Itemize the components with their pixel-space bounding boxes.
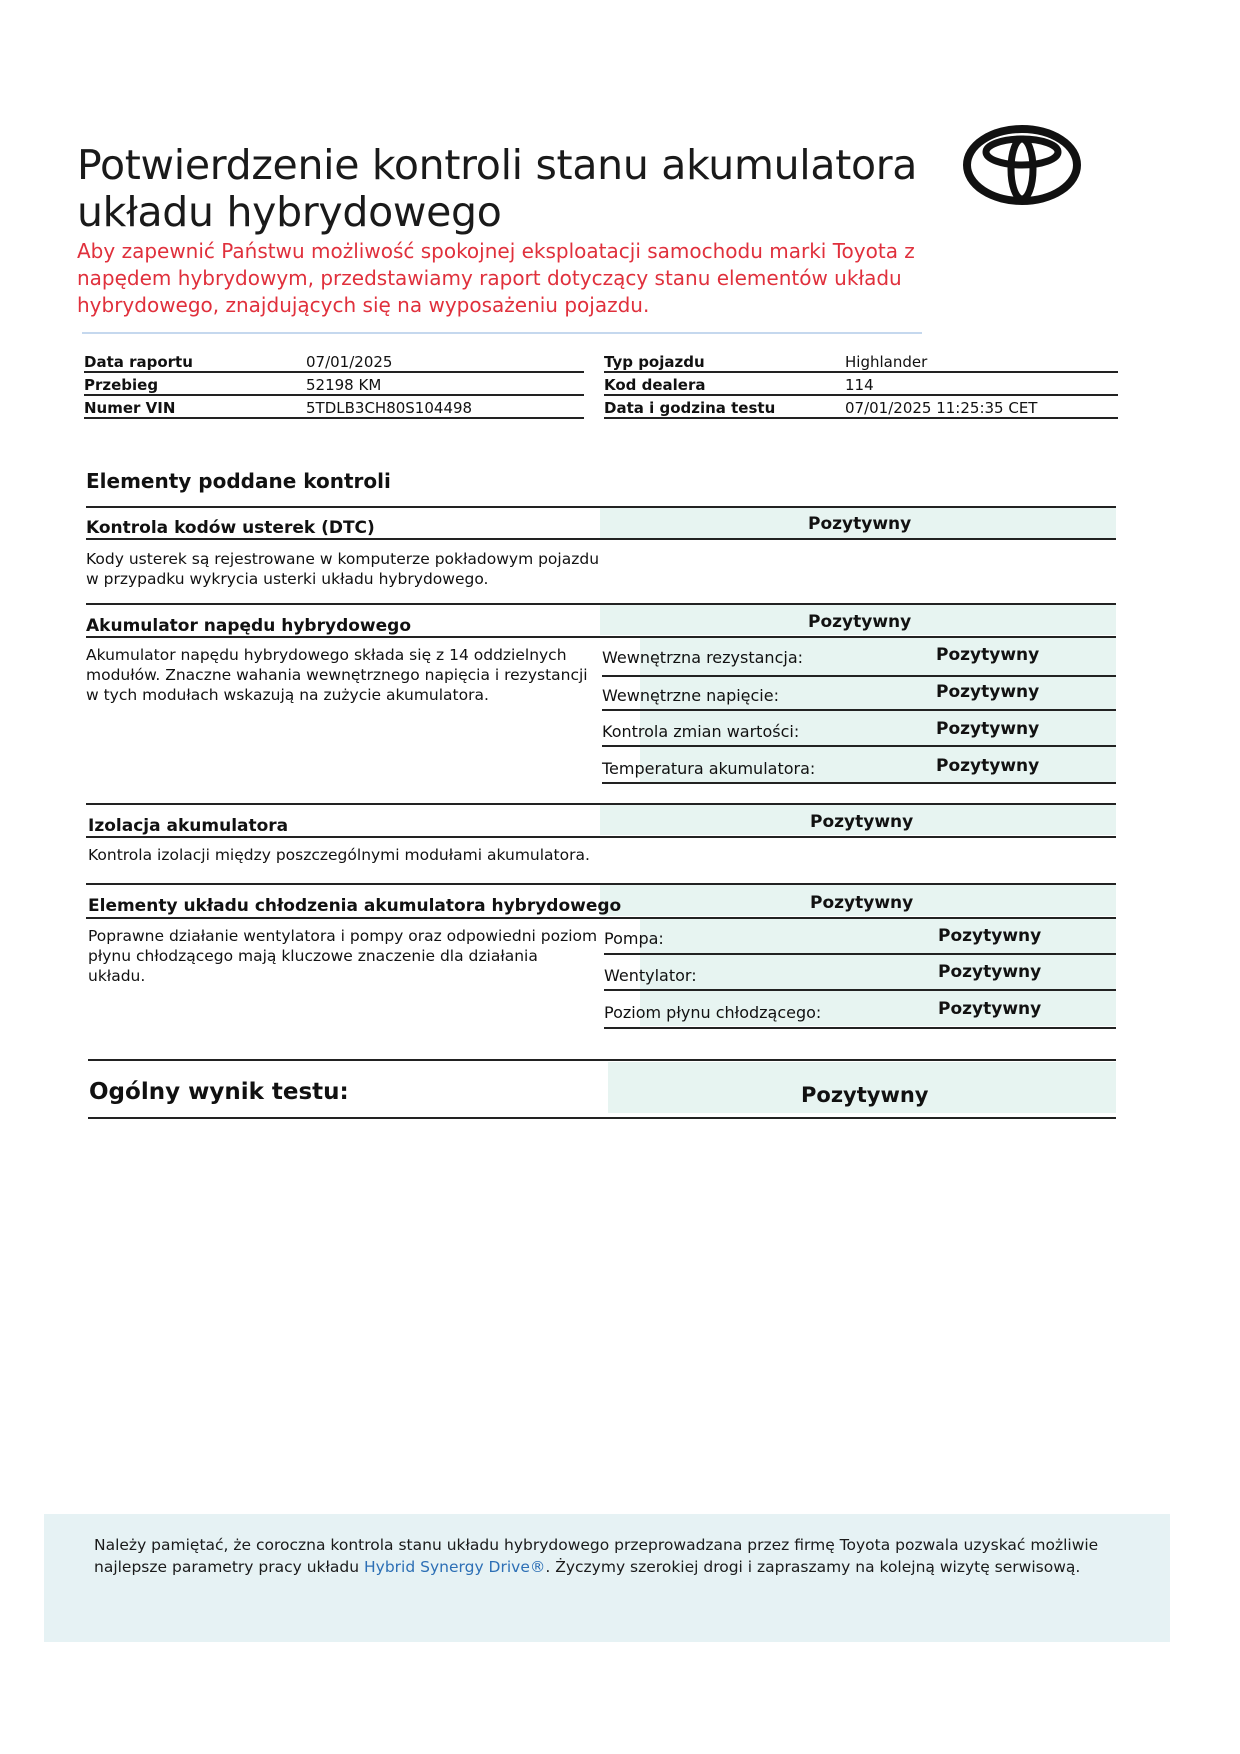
vehicle-type-label: Typ pojazdu	[604, 353, 705, 371]
vin-label: Numer VIN	[84, 399, 176, 417]
subitem-status: Pozytywny	[938, 926, 1042, 946]
footer-box	[44, 1514, 1170, 1642]
section-title-dtc: Kontrola kodów usterek (DTC)	[86, 518, 375, 538]
subitem-divider	[604, 953, 1116, 955]
footer-text-end: . Życzymy szerokiej drogi i zapraszamy na kolejną wizytę serwisową.	[545, 1558, 1081, 1576]
dealer-code-value: 114	[845, 376, 874, 394]
status-cooling: Pozytywny	[810, 893, 914, 913]
intro-text: Aby zapewnić Państwu możliwość spokojnej eksploatacji samochodu marki Toyota z napędem hybrydowym, przedstawiamy raport dotyczący stanu elementów układu hybrydowego, znajdujących się na wyposażeniu pojazdu.	[77, 239, 915, 317]
footer-text-start: Należy pamiętać, że coroczna kontrola stanu układu hybrydowego przeprowadzana przez firmę Toyota pozwala uzyskać możliwie najlepsze parametry pracy układu	[94, 1536, 1099, 1576]
subitem-status: Pozytywny	[936, 682, 1040, 702]
subitem-divider	[602, 782, 1116, 784]
section-divider	[86, 538, 1116, 540]
row-divider	[84, 417, 584, 419]
footer-text	[94, 1534, 1124, 1578]
mileage-label: Przebieg	[84, 376, 159, 394]
report-info-row	[84, 350, 1118, 373]
subitem-status: Pozytywny	[936, 719, 1040, 739]
subitem-status: Pozytywny	[938, 999, 1042, 1019]
vehicle-type-value: Highlander	[845, 353, 928, 371]
overall-result-status: Pozytywny	[801, 1083, 929, 1107]
report-date-label: Data raportu	[84, 353, 193, 371]
checked-elements-heading: Elementy poddane kontroli	[86, 469, 391, 493]
section-description-cooling: Poprawne działanie wentylatora i pompy oraz odpowiedni poziom płynu chłodzącego mają kluczowe znaczenie dla działania układu.	[88, 927, 598, 985]
subitem-label: Kontrola zmian wartości:	[602, 722, 800, 741]
section-description-battery: Akumulator napędu hybrydowego składa się z 14 oddzielnych modułów. Znaczne wahania wewnętrznego napięcia i rezystancji w tych modułach wskazują na zużycie akumulatora.	[86, 646, 588, 704]
status-dtc: Pozytywny	[808, 514, 912, 534]
subitem-divider	[604, 989, 1116, 991]
test-datetime-label: Data i godzina testu	[604, 399, 776, 417]
row-divider	[604, 417, 1118, 419]
status-battery: Pozytywny	[808, 612, 912, 632]
section-divider	[86, 836, 1116, 838]
subitem-label: Wentylator:	[604, 966, 697, 985]
overall-divider	[88, 1059, 1116, 1061]
toyota-logo-icon	[962, 124, 1082, 206]
test-datetime-value: 07/01/2025 11:25:35 CET	[845, 399, 1038, 417]
subitem-divider	[602, 709, 1116, 711]
brand-name: Hybrid Synergy Drive®	[364, 1558, 546, 1576]
subitem-label: Wewnętrzne napięcie:	[602, 686, 779, 705]
overall-divider	[88, 1117, 1116, 1119]
subitem-label: Pompa:	[604, 929, 664, 948]
report-info-row	[84, 373, 1118, 396]
dealer-code-label: Kod dealera	[604, 376, 706, 394]
document-title: Potwierdzenie kontroli stanu akumulatora układu hybrydowego	[77, 141, 918, 236]
section-title-cooling: Elementy układu chłodzenia akumulatora hybrydowego	[88, 896, 622, 916]
mileage-value: 52198 KM	[306, 376, 382, 394]
subitem-divider	[602, 675, 1116, 677]
report-info-table	[84, 350, 1118, 419]
subitem-divider	[604, 1027, 1116, 1029]
section-description-insulation: Kontrola izolacji między poszczególnymi modułami akumulatora.	[88, 846, 590, 864]
overall-result-title: Ogólny wynik testu:	[89, 1079, 349, 1105]
subitem-status: Pozytywny	[936, 756, 1040, 776]
section-title-insulation: Izolacja akumulatora	[88, 816, 289, 836]
subitem-label: Wewnętrzna rezystancja:	[602, 648, 804, 667]
vin-value: 5TDLB3CH80S104498	[306, 399, 473, 417]
subitem-label: Poziom płynu chłodzącego:	[604, 1003, 822, 1022]
subitem-status: Pozytywny	[938, 962, 1042, 982]
section-description-dtc: Kody usterek są rejestrowane w komputerze pokładowym pojazdu w przypadku wykrycia usterki układu hybrydowego.	[86, 550, 600, 588]
report-date-value: 07/01/2025	[306, 353, 393, 371]
subitem-label: Temperatura akumulatora:	[602, 759, 816, 778]
section-title-battery: Akumulator napędu hybrydowego	[86, 616, 412, 636]
header-divider	[82, 332, 922, 334]
report-info-row	[84, 396, 1118, 419]
subitem-status: Pozytywny	[936, 645, 1040, 665]
status-insulation: Pozytywny	[810, 812, 914, 832]
subitem-divider	[602, 745, 1116, 747]
